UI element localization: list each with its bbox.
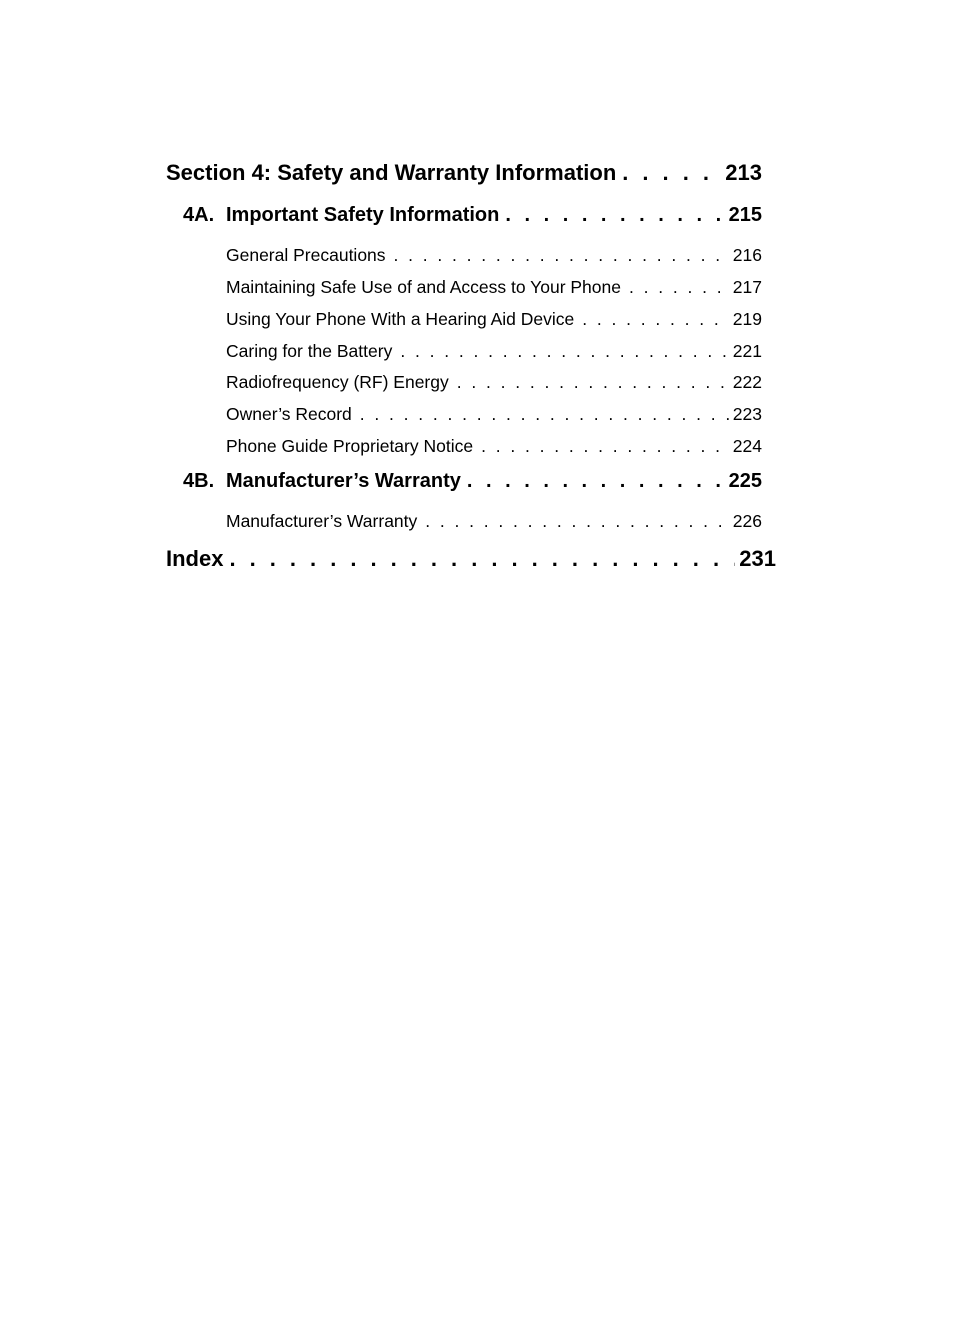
dot-leader [467, 470, 725, 493]
toc-entry[interactable] [226, 511, 762, 532]
index-page-number: 231 [739, 546, 776, 571]
entry-page-number: 223 [732, 404, 762, 424]
entry-page-number: 221 [732, 341, 762, 361]
toc-chapter-4a[interactable] [183, 204, 762, 227]
entry-page-number: 226 [732, 511, 762, 531]
chapter-heading [183, 470, 461, 493]
dot-leader [481, 436, 729, 457]
toc-entry[interactable] [226, 245, 762, 266]
chapter-page-number: 215 [728, 204, 762, 226]
dot-leader [629, 277, 729, 298]
entry-title: Caring for the Battery [226, 341, 393, 361]
entry-title: Phone Guide Proprietary Notice [226, 436, 474, 456]
dot-leader [400, 341, 728, 362]
entry-title: General Precautions [226, 245, 386, 265]
dot-leader [425, 511, 729, 532]
index-title: Index [166, 546, 224, 571]
entry-title: Using Your Phone With a Hearing Aid Device [226, 309, 575, 329]
toc-entry[interactable] [226, 277, 762, 298]
dot-leader [622, 160, 721, 186]
section-page-number: 213 [725, 160, 762, 185]
entry-page-number: 222 [732, 372, 762, 392]
entry-page-number: 219 [732, 309, 762, 329]
toc-entry[interactable] [226, 404, 762, 425]
dot-leader [505, 204, 724, 227]
entry-page-number: 224 [732, 436, 762, 456]
entry-title: Radiofrequency (RF) Energy [226, 372, 449, 392]
dot-leader [457, 372, 729, 393]
toc-entry[interactable] [226, 436, 762, 457]
dot-leader [360, 404, 729, 425]
toc-entry[interactable] [226, 341, 762, 362]
entry-title: Maintaining Safe Use of and Access to Your Phone [226, 277, 621, 297]
dot-leader [394, 245, 729, 266]
entry-title: Owner’s Record [226, 404, 352, 424]
chapter-heading [183, 204, 499, 227]
section-title: Section 4: Safety and Warranty Information [166, 160, 617, 185]
toc-chapter-4b[interactable] [183, 470, 762, 493]
entry-page-number: 216 [732, 245, 762, 265]
entry-page-number: 217 [732, 277, 762, 297]
toc-index[interactable] [166, 546, 776, 572]
toc-entry[interactable] [226, 372, 762, 393]
toc-section-heading[interactable] [166, 160, 762, 186]
chapter-number: 4B. [183, 470, 215, 492]
chapter-title: Manufacturer’s Warranty [226, 470, 461, 492]
toc-entry[interactable] [226, 309, 762, 330]
chapter-title: Important Safety Information [226, 204, 500, 226]
chapter-number: 4A. [183, 204, 215, 226]
dot-leader [582, 309, 729, 330]
entry-title: Manufacturer’s Warranty [226, 511, 418, 531]
chapter-page-number: 225 [728, 470, 762, 492]
dot-leader [229, 546, 735, 572]
